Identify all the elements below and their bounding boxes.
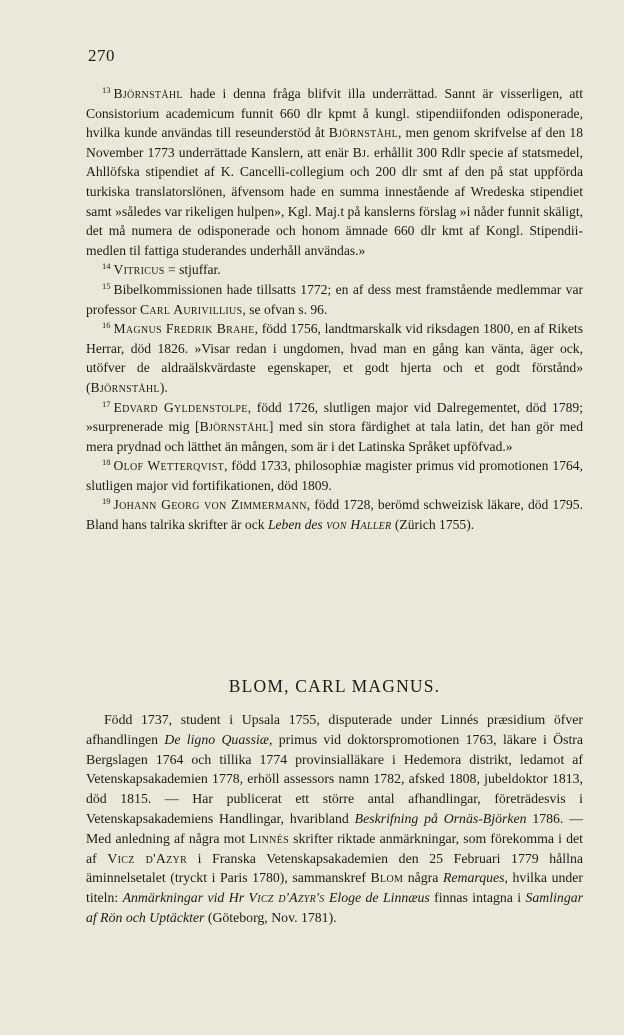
text-run: finnas intagna i xyxy=(429,890,526,906)
text-run: , men genom skrifvelse af den 18 November 1773 underrättade Kanslern, att enär xyxy=(86,125,583,160)
footnote-number: 19 xyxy=(102,496,111,507)
name-small-caps: Magnus Fredrik Brahe xyxy=(113,321,255,337)
name-small-caps: Olof Wetterqvist xyxy=(113,458,225,474)
footnote-18 xyxy=(86,456,583,495)
italic-run: Anmärkningar vid Hr xyxy=(122,890,249,906)
footnote-number: 18 xyxy=(102,457,111,468)
name-small-caps: Edvard Gyldenstolpe xyxy=(113,399,248,415)
footnote-19 xyxy=(86,495,583,534)
text-run: erhållit 300 Rdlr specie af statsmedel, Ahllöfska stipendiet af K. Cancelli-collegium och 200 dlr smt af den på stat uppförda turkiska translatorslönen, äfvensom hade en summa innestående af Wredeska stipendiet samt »således var rikeligen hulpen», Kgl. Maj.t på kanslerns förslag »i nåder funnit skäligt, det må numera de odisponerade och honom ämnade 660 dlr kmt af Kongl. Stipendii-medlen til fattiga studerandes underhåll användas.» xyxy=(86,144,583,258)
section-heading: BLOM, CARL MAGNUS. xyxy=(228,676,441,696)
biography-paragraph xyxy=(86,710,583,928)
text-run: 1786. — Med anledning af några mot xyxy=(86,810,583,846)
text-run: , född 1726, slutligen major vid Dalregementet, död 1789; »surprenerade mig [ xyxy=(86,399,583,435)
text-run: Född 1737, student i Upsala 1755, disputerade under Linnés præsidium öfver afhandlingen xyxy=(86,712,583,747)
text-run: , primus vid doktorspromotionen 1763, läkare i Östra Bergslagen 1764 och tillika 1774 provinsialläkare i Hedemora distrikt, ledamot af Vetenskapsakademien 1778, erhöll assessors namn 1782, afsked 1808, jubeldoktor 1813, död 1815. — Har publicerat ett större antal afhandlingar, företrädesvis i Vetenskapsakademiens Handlingar, hvaribland xyxy=(86,731,584,826)
italic-run: von Haller xyxy=(326,517,392,533)
footnote-number: 15 xyxy=(102,280,111,291)
italic-run: Leben des xyxy=(267,517,327,533)
text-run: = stjuffar. xyxy=(164,262,221,278)
italic-run: Samlingar af Rön och Uptäckter xyxy=(86,890,583,925)
italic-run: Remarques xyxy=(442,870,505,886)
biography-section xyxy=(86,710,583,928)
footnote-15 xyxy=(86,280,583,319)
text-run: ] med sin stora färdighet at tala latin, det han gör med mera prydnad och lätthet än mången, som är i det Latinska Språket upföfvad.» xyxy=(86,419,583,454)
footnote-number: 13 xyxy=(102,85,111,95)
text-run: , född 1756, landtmarskalk vid riksdagen 1800, en af Rikets Herrar, död 1826. »Visar redan i ungdomen, hvad man en gång kan vänta, äger ock, utöfver de aldraälskvärdaste egenskaper, et godt hjerta och et godt förstånd» ( xyxy=(86,321,584,395)
footnote-17 xyxy=(86,398,583,457)
footnote-13 xyxy=(86,84,583,260)
name-small-caps: Blom xyxy=(370,870,404,886)
name-small-caps: Björnståhl xyxy=(113,86,183,101)
italic-run: Vicz d'Azyr's xyxy=(248,890,325,906)
text-run: skrifter riktade anmärkningar, som förekomma i det af xyxy=(86,830,583,866)
name-small-caps: Vitricus xyxy=(113,262,165,278)
text-run: , hvilka under titeln: xyxy=(86,870,584,906)
footnotes-section xyxy=(86,84,583,535)
footnote-16 xyxy=(86,319,583,397)
footnote-number: 14 xyxy=(102,261,111,272)
text-run: några xyxy=(403,870,443,886)
name-small-caps: Linnés xyxy=(249,830,289,846)
text-run: , se ofvan s. 96. xyxy=(242,301,328,317)
footnote-number: 17 xyxy=(102,398,111,409)
text-run: hade i denna fråga blifvit illa underrättad. Sannt är visserligen, att Consistorium academicum funnit 660 dlr kpmt å kungl. stipendiifonden odisponerade, hvilka kunde användas till reseunderstöd åt xyxy=(86,86,583,141)
text-run: i Franska Vetenskapsakademien den 25 Februari 1779 hållna äminnelsetalet (tryckt i Paris 1780), sammanskref xyxy=(86,850,583,886)
page-number: 270 xyxy=(88,46,115,65)
italic-run: Beskrifning på Ornäs-Björken xyxy=(354,810,527,826)
name-small-caps: Johann Georg von Zimmermann xyxy=(113,497,307,513)
italic-run: Eloge de Linnæus xyxy=(324,890,430,906)
footnote-number: 16 xyxy=(102,320,111,331)
name-small-caps: Carl Aurivillius xyxy=(139,301,243,317)
name-small-caps: Björnståhl xyxy=(90,379,160,395)
name-small-caps: Vicz d'Azyr xyxy=(107,850,188,866)
name-small-caps: Björnståhl xyxy=(328,125,399,141)
name-small-caps: Bj. xyxy=(352,144,370,160)
italic-run: De ligno Quassiæ xyxy=(164,731,269,747)
footnote-14 xyxy=(86,260,583,280)
text-run: Bibelkommissionen hade tillsatts 1772; en af dess mest framstående medlemmar var professor xyxy=(86,281,583,317)
name-small-caps: Björnståhl xyxy=(199,419,269,435)
text-run: ). xyxy=(159,379,168,395)
text-run: , född 1733, philosophiæ magister primus vid promotionen 1764, slutligen major vid fortifikationen, död 1809. xyxy=(86,458,583,493)
text-run: (Göteborg, Nov. 1781). xyxy=(204,909,337,925)
text-run: (Zürich 1755). xyxy=(391,517,475,533)
text-run: , född 1728, berömd schweizisk läkare, död 1795. Bland hans talrika skrifter är ock xyxy=(86,497,584,533)
